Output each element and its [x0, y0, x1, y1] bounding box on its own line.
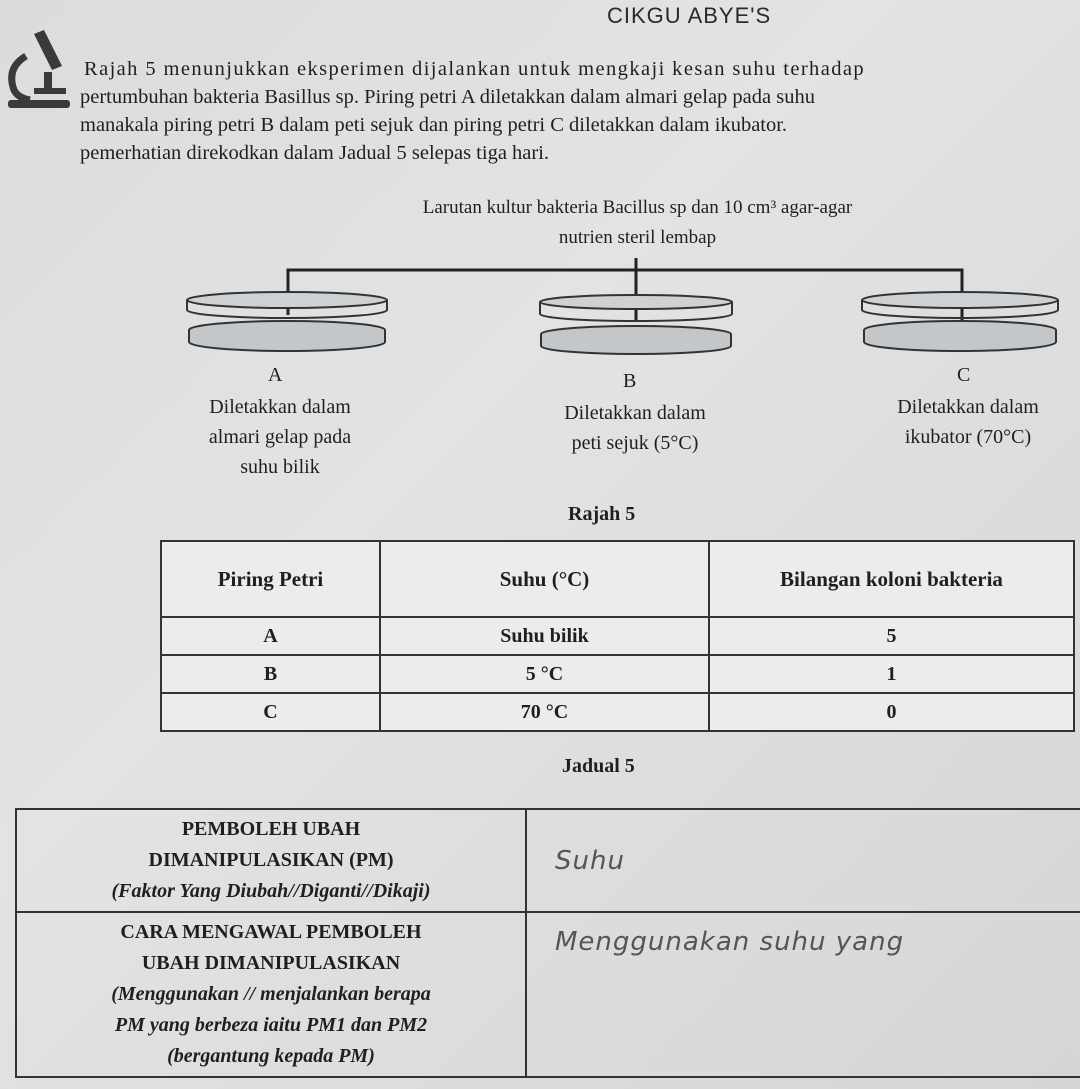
petri-dish-diagram — [0, 250, 1080, 370]
dish-desc-line: suhu bilik — [240, 456, 320, 478]
variable-worksheet-table — [15, 808, 1080, 1078]
intro-line: pemerhatian direkodkan dalam Jadual 5 selepas tiga hari. — [80, 142, 550, 164]
question-line: (Faktor Yang Diubah//Diganti//Dikaji) — [111, 880, 431, 902]
cell-dish: B — [161, 655, 380, 693]
cell-dish: A — [161, 617, 380, 655]
dish-desc-b — [520, 398, 750, 458]
table-row — [161, 617, 1074, 655]
dish-desc-line: almari gelap pada — [208, 426, 352, 448]
page-header: CIKGU ABYE'S — [607, 3, 772, 28]
intro-line: Rajah 5 menunjukkan eksperimen dijalankan untuk mengkaji kesan suhu terhadap — [84, 58, 866, 80]
dish-letter-a: A — [268, 364, 283, 386]
dish-desc-line: Diletakkan dalam — [897, 396, 1039, 418]
cell-colony-count: 0 — [709, 693, 1074, 731]
microscope-icon — [4, 28, 74, 116]
petri-dish-c — [862, 292, 1058, 351]
diagram-top-label — [0, 193, 1080, 253]
dish-desc-line: peti sejuk (5°C) — [571, 432, 699, 454]
diagram-top-label-line: Larutan kultur bakteria Bacillus sp dan 10 cm³ agar-agar — [422, 197, 853, 218]
dish-desc-c — [858, 392, 1078, 452]
table-row — [161, 693, 1074, 731]
question-line: UBAH DIMANIPULASIKAN — [141, 952, 401, 974]
dish-letter-c: C — [957, 364, 971, 386]
cell-temperature: Suhu bilik — [380, 617, 709, 655]
answer-field-pm[interactable]: Suhu — [526, 809, 1080, 912]
question-manipulated-variable — [16, 809, 526, 912]
header-suhu: Suhu (°C) — [380, 541, 709, 617]
cell-colony-count: 5 — [709, 617, 1074, 655]
dish-letter-b: B — [623, 370, 637, 392]
dish-desc-line: ikubator (70°C) — [904, 426, 1032, 448]
header-piring-petri: Piring Petri — [161, 541, 380, 617]
header-bilangan-koloni: Bilangan koloni bakteria — [709, 541, 1074, 617]
connector-lines — [288, 258, 962, 322]
answer-field-control[interactable]: Menggunakan suhu yang — [526, 912, 1080, 1077]
question-line: PM yang berbeza iaitu PM1 dan PM2 — [114, 1014, 428, 1036]
question-line: PEMBOLEH UBAH — [181, 818, 361, 840]
cell-temperature: 5 °C — [380, 655, 709, 693]
question-line: CARA MENGAWAL PEMBOLEH — [120, 921, 422, 943]
dish-desc-line: Diletakkan dalam — [564, 402, 706, 424]
petri-dish-a — [187, 292, 387, 351]
table-header-row — [161, 541, 1074, 617]
question-line: (bergantung kepada PM) — [167, 1045, 375, 1067]
question-line: DIMANIPULASIKAN (PM) — [148, 849, 394, 871]
results-table — [160, 540, 1075, 732]
question-control-method — [16, 912, 526, 1077]
dish-desc-line: Diletakkan dalam — [209, 396, 351, 418]
worksheet-row-pm — [16, 809, 1080, 912]
worksheet-row-control — [16, 912, 1080, 1077]
diagram-caption: Rajah 5 — [568, 503, 636, 525]
question-line: (Menggunakan // menjalankan berapa — [111, 983, 431, 1005]
table-caption: Jadual 5 — [562, 755, 635, 777]
intro-paragraph — [80, 55, 1080, 167]
cell-temperature: 70 °C — [380, 693, 709, 731]
diagram-top-label-line: nutrien steril lembap — [558, 227, 717, 248]
dish-desc-a — [170, 392, 390, 482]
cell-dish: C — [161, 693, 380, 731]
petri-dish-b — [540, 295, 732, 354]
intro-line: pertumbuhan bakteria Basillus sp. Piring petri A diletakkan dalam almari gelap pada suhu — [80, 86, 815, 108]
intro-line: manakala piring petri B dalam peti sejuk dan piring petri C diletakkan dalam ikubator. — [80, 114, 788, 136]
table-row — [161, 655, 1074, 693]
cell-colony-count: 1 — [709, 655, 1074, 693]
